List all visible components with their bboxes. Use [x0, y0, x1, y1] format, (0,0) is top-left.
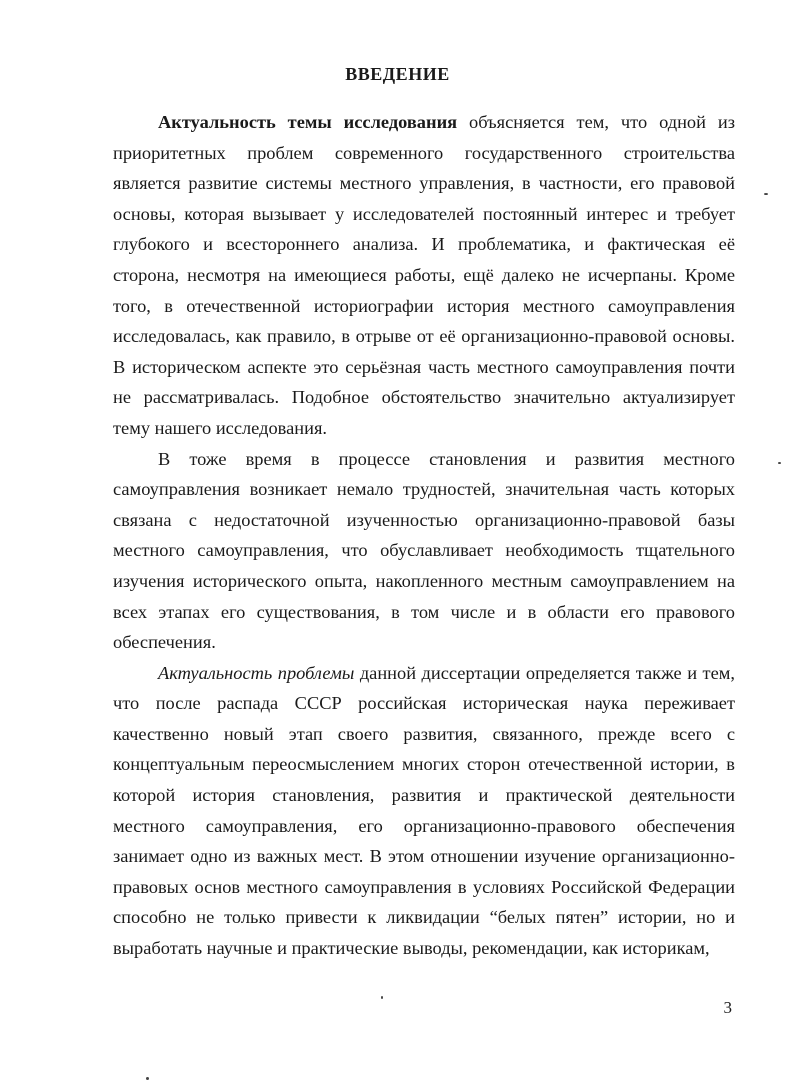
paragraph-1-lead: Актуальность темы исследования: [158, 112, 458, 132]
paragraph-2-text: В тоже время в процессе становления и развития местного самоуправления возникает немало трудностей, значительная часть которых связана с недостаточной изученностью организационно-правовой базы местного самоуправления, что обуславливает необходимость тщательного изучения исторического опыта, накопленного местным самоуправлением на всех этапах его существования, в том числе и в области его правового обеспечения.: [113, 448, 735, 653]
scan-speck: [764, 193, 768, 195]
body-text: [113, 107, 735, 964]
paragraph-2: [113, 444, 735, 658]
scan-speck: [146, 1077, 149, 1080]
scan-speck: [381, 996, 383, 999]
page-title: ВВЕДЕНИЕ: [345, 64, 450, 84]
paragraph-1: [113, 107, 735, 444]
paragraph-1-text: объясняется тем, что одной из приоритетных проблем современного государственного строительства является развитие системы местного управления, в частности, его правовой основы, которая вызывает у исследователей постоянный интерес и требует глубокого и всестороннего анализа. И проблематика, и фактическая её сторона, несмотря на имеющиеся работы, ещё далеко не исчерпаны. Кроме того, в отечественной историографии история местного самоуправления исследовалась, как правило, в отрыве от её организационно-правовой основы. В историческом аспекте это серьёзная часть местного самоуправления почти не рассматривалась. Подобное обстоятельство значительно актуализирует тему нашего исследования.: [113, 112, 736, 438]
page-number: 3: [723, 998, 732, 1017]
paragraph-3-text: данной диссертации определяется также и тем, что после распада СССР российская историческая наука переживает качественно новый этап своего развития, связанного, прежде всего с концептуальным переосмыслением многих сторон отечественной истории, в которой история становления, развития и практической деятельности местного самоуправления, его организационно-правового обеспечения занимает одно из важных мест. В этом отношении изучение организационно-правовых основ местного самоуправления в условиях Российской Федерации способно не только привести к ликвидации “белых пятен” истории, но и выработать научные и практические выводы, рекомендации, как историкам,: [113, 662, 735, 959]
scan-speck: [778, 462, 781, 464]
paragraph-3-lead: Актуальность проблемы: [158, 662, 355, 683]
paragraph-3: [113, 658, 735, 964]
